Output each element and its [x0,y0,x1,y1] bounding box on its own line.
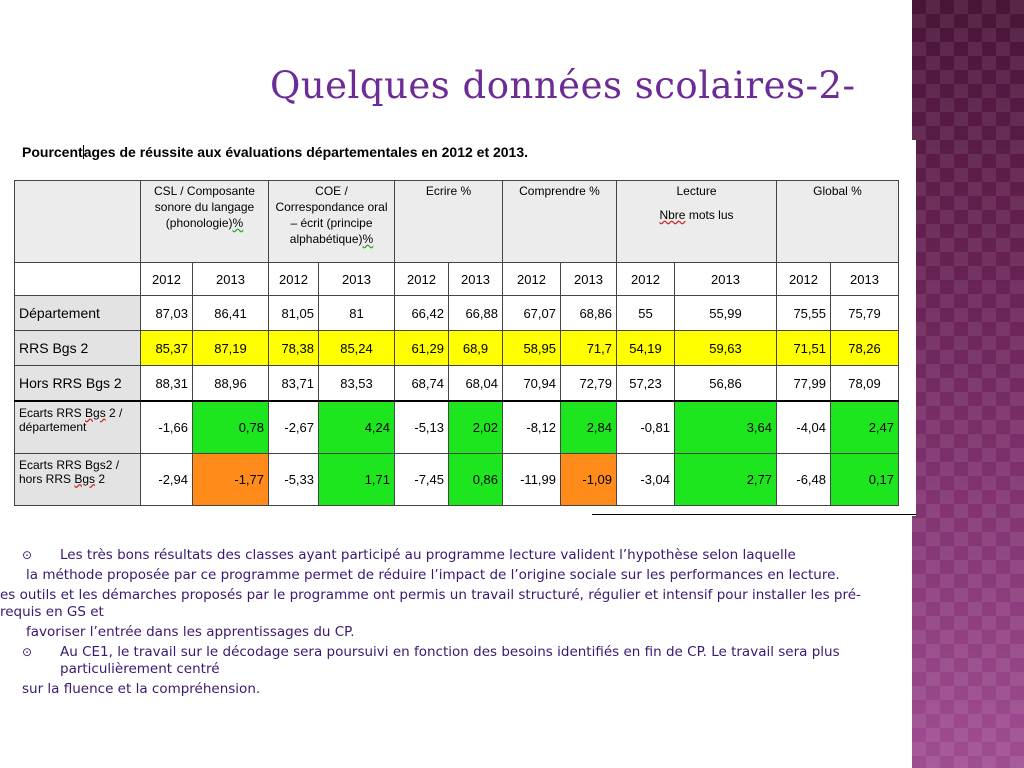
table-cell: 1,71 [319,453,395,505]
results-table [14,180,899,506]
table-cell: 67,07 [503,296,561,331]
table-cell: -2,94 [141,453,193,505]
table-row [15,366,899,402]
group-header-row [15,181,899,263]
table-cell: 0,78 [193,401,269,453]
row-label: Département [15,296,141,331]
year-cell: 2012 [617,263,675,296]
table-cell: 78,38 [269,331,319,366]
table-cell: 87,19 [193,331,269,366]
table-cell: -5,13 [395,401,449,453]
table-cell: -6,48 [777,453,831,505]
table-cell: -4,04 [777,401,831,453]
table-cell: 66,42 [395,296,449,331]
year-cell: 2012 [395,263,449,296]
table-row [15,401,899,453]
bullet-list [0,547,892,701]
table-cell: 2,02 [449,401,503,453]
table-cell: -0,81 [617,401,675,453]
table-cell: -8,12 [503,401,561,453]
table-cell: 55 [617,296,675,331]
table-cell: 3,64 [675,401,777,453]
year-cell: 2012 [777,263,831,296]
table-cell: 83,71 [269,366,319,402]
bullet-item: ⊙ Au CE1, le travail sur le décodage sera poursuivi en fonction des besoins identifiés en fin de CP. Le travail sera plus particulièrement centré [22,644,840,677]
table-cell: 71,51 [777,331,831,366]
group-header-ecrire: Ecrire % [395,181,503,263]
table-cell: 68,9 [449,331,503,366]
year-row-label [15,263,141,296]
group-header-csl: CSL / Composante sonore du langage (phonologie)% [141,181,269,263]
year-cell: 2013 [675,263,777,296]
table-cell: 4,24 [319,401,395,453]
group-header-global: Global % [777,181,899,263]
table-cell: 58,95 [503,331,561,366]
table-cell: 2,77 [675,453,777,505]
table-cell: -2,67 [269,401,319,453]
table-cell: 88,31 [141,366,193,402]
caption-part-a: Pourcent [22,144,83,160]
table-cell: 68,74 [395,366,449,402]
text-line: es outils et les démarches proposés par le programme ont permis un travail structuré, régulier et intensif pour installer les pré-requis en GS et [0,587,861,620]
table-cell: 85,37 [141,331,193,366]
group-header-comprendre: Comprendre % [503,181,617,263]
year-cell: 2013 [319,263,395,296]
text-line: la méthode proposée par ce programme permet de réduire l’impact de l’origine sociale sur les performances en lecture. [26,567,840,583]
row-label: RRS Bgs 2 [15,331,141,366]
row-label: Ecarts RRS Bgs 2 / département [15,401,141,453]
group-header-lecture: Lecture Nbre mots lus [617,181,777,263]
table-row [15,296,899,331]
table-cell: 86,41 [193,296,269,331]
caption-part-b: ages de réussite aux évaluations départementales en 2012 et 2013. [83,144,529,160]
table-cell: 66,88 [449,296,503,331]
table-cell: 78,09 [831,366,899,402]
year-cell: 2013 [449,263,503,296]
table-cell: 55,99 [675,296,777,331]
text-line: sur la fluence et la compréhension. [22,681,261,697]
bullet-icon: ⊙ [22,548,33,562]
text-line: favoriser l’entrée dans les apprentissages du CP. [26,624,355,640]
divider [592,514,916,515]
table-cell: -5,33 [269,453,319,505]
bullet-item: ⊙ Les très bons résultats des classes ayant participé au programme lecture valident l’hypothèse selon laquelle [22,547,796,563]
table-cell: 88,96 [193,366,269,402]
group-header-coe: COE / Correspondance oral – écrit (principe alphabétique)% [269,181,395,263]
table-caption [22,144,528,160]
table-cell: 0,86 [449,453,503,505]
table-cell: -3,04 [617,453,675,505]
table-cell: 54,19 [617,331,675,366]
year-cell: 2013 [561,263,617,296]
table-cell: 83,53 [319,366,395,402]
decorative-side-panel [912,0,1024,768]
table-cell: 2,47 [831,401,899,453]
year-cell: 2012 [503,263,561,296]
year-cell: 2013 [831,263,899,296]
table-cell: 87,03 [141,296,193,331]
row-label: Ecarts RRS Bgs2 / hors RRS Bgs 2 [15,453,141,505]
corner-cell [15,181,141,263]
table-cell: 70,94 [503,366,561,402]
table-row [15,331,899,366]
table-cell: -1,66 [141,401,193,453]
table-image [14,140,916,516]
table-cell: 81,05 [269,296,319,331]
year-row [15,263,899,296]
table-cell: 78,26 [831,331,899,366]
table-cell: -7,45 [395,453,449,505]
table-cell: 77,99 [777,366,831,402]
table-cell: 71,7 [561,331,617,366]
table-cell: 72,79 [561,366,617,402]
table-cell: -1,77 [193,453,269,505]
table-cell: 57,23 [617,366,675,402]
table-row [15,453,899,505]
table-cell: 56,86 [675,366,777,402]
table-cell: 85,24 [319,331,395,366]
year-cell: 2012 [141,263,193,296]
table-cell: 75,79 [831,296,899,331]
year-cell: 2013 [193,263,269,296]
table-cell: -1,09 [561,453,617,505]
table-cell: 68,86 [561,296,617,331]
table-cell: 59,63 [675,331,777,366]
table-cell: 75,55 [777,296,831,331]
year-cell: 2012 [269,263,319,296]
slide-title: Quelques données scolaires-2- [270,64,856,107]
table-cell: 68,04 [449,366,503,402]
bullet-icon: ⊙ [22,645,33,659]
table-cell: 2,84 [561,401,617,453]
row-label: Hors RRS Bgs 2 [15,366,141,402]
table-cell: 81 [319,296,395,331]
table-cell: 61,29 [395,331,449,366]
table-cell: 0,17 [831,453,899,505]
table-cell: -11,99 [503,453,561,505]
